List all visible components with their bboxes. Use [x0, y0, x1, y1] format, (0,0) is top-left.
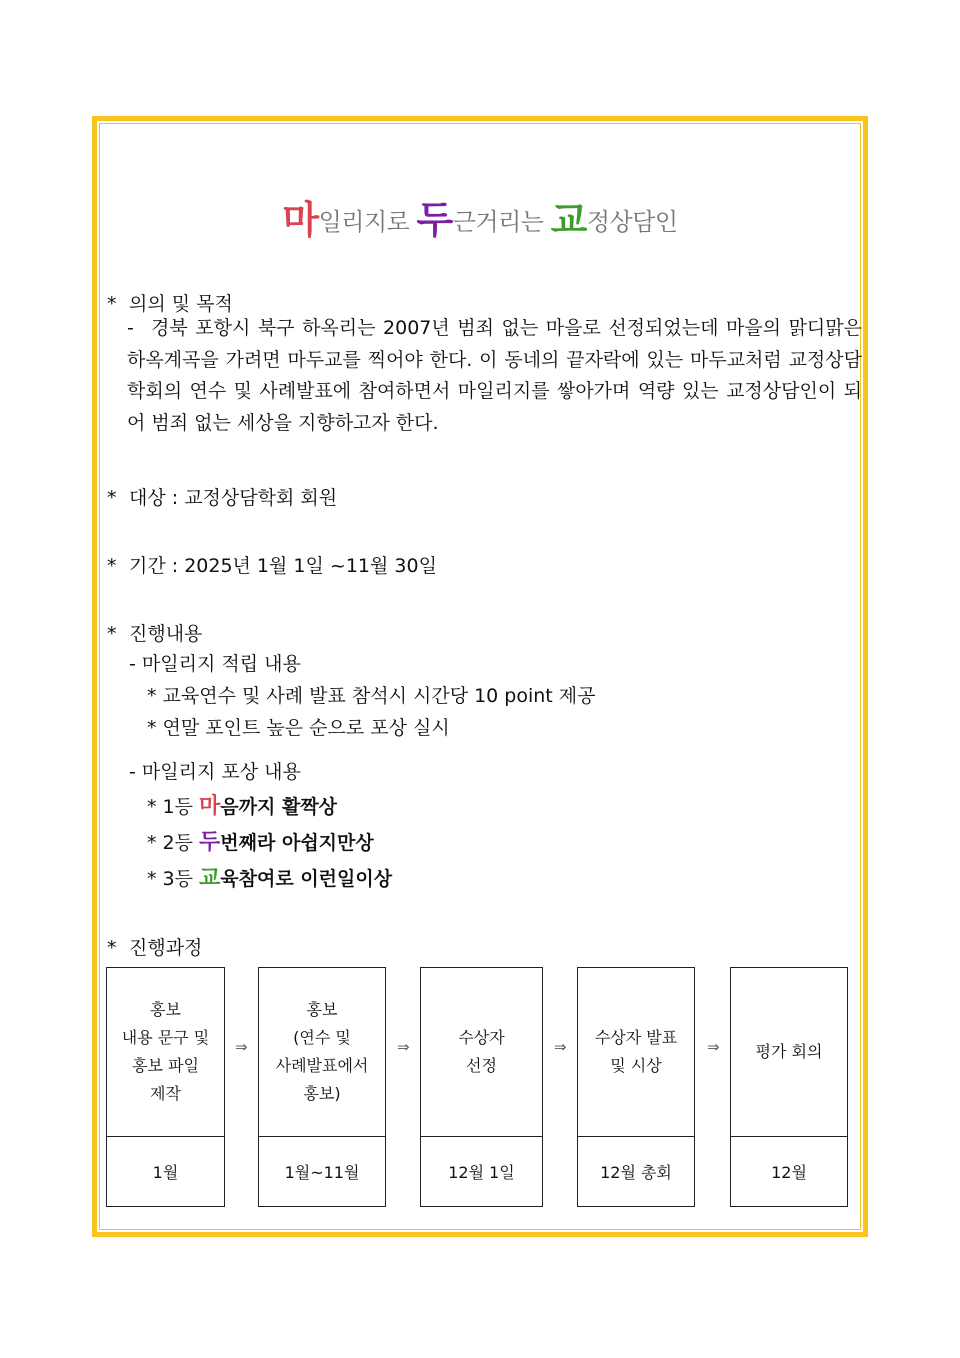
purpose-paragraph — [127, 313, 862, 439]
document-title — [97, 189, 863, 244]
award-2-initial: 두 — [199, 830, 221, 855]
process-arrow-1: ⇒ — [235, 1038, 248, 1056]
purpose-dash: - — [127, 317, 134, 339]
title-initial-du: 두 — [416, 198, 453, 242]
step-3-when: 12월 1일 — [448, 1162, 515, 1182]
title-initial-gyo: 교 — [550, 198, 587, 242]
target-heading: * 대상 : 교정상담학회 회원 — [107, 487, 338, 509]
award-3-initial: 교 — [199, 866, 221, 891]
period-heading: * 기간 : 2025년 1월 1일 ~11월 30일 — [107, 555, 437, 577]
award-item-1: * 1등 마음까지 활짝상 — [147, 794, 338, 819]
process-arrow-3: ⇒ — [554, 1038, 567, 1056]
step-2-when: 1월~11월 — [284, 1162, 360, 1182]
title-rest-3: 정상담인 — [586, 208, 678, 236]
process-step-1 — [106, 967, 225, 1207]
step-1-desc: 홍보 내용 문구 및 홍보 파일 제작 — [107, 968, 224, 1137]
process-step-2 — [258, 967, 386, 1207]
step-4-when: 12월 총회 — [600, 1162, 672, 1182]
award-item-3: * 3등 교육참여로 이런일이상 — [147, 866, 393, 891]
process-step-4 — [577, 967, 695, 1207]
step-1-when: 1월 — [152, 1162, 179, 1182]
earn-title: - 마일리지 적립 내용 — [129, 653, 301, 675]
step-5-desc: 평가 회의 — [731, 968, 847, 1137]
title-rest-1: 일리지로 — [318, 208, 410, 236]
step-3-desc: 수상자 선정 — [421, 968, 542, 1137]
award-1-initial: 마 — [199, 794, 221, 819]
earn-item-1: * 교육연수 및 사례 발표 참석시 시간당 10 point 제공 — [147, 685, 596, 707]
document-frame — [92, 116, 868, 1237]
step-5-when: 12월 — [771, 1162, 807, 1182]
title-rest-2: 근거리는 — [452, 208, 544, 236]
process-step-3 — [420, 967, 543, 1207]
award-title: - 마일리지 포상 내용 — [129, 761, 301, 783]
process-arrow-2: ⇒ — [397, 1038, 410, 1056]
step-2-desc: 홍보 (연수 및 사례발표에서 홍보) — [259, 968, 385, 1137]
award-item-2: * 2등 두번째라 아쉽지만상 — [147, 830, 374, 855]
earn-item-2: * 연말 포인트 높은 순으로 포상 실시 — [147, 717, 450, 739]
process-step-5 — [730, 967, 848, 1207]
process-heading: * 진행과정 — [107, 937, 203, 959]
purpose-text: 경북 포항시 북구 하옥리는 2007년 범죄 없는 마을로 선정되었는데 마을의 맑디맑은 하옥계곡을 가려면 마두교를 찍어야 한다. 이 동네의 끝자락에 있는 마두교처럼 교정상담학회의 연수 및 사례발표에 참여하면서 마일리지를 쌓아가며 역량 있는 교정상담인이 되어 범죄 없는 세상을 지향하고자 한다. — [127, 317, 862, 434]
purpose-heading: * 의의 및 목적 — [107, 293, 233, 315]
title-initial-ma: 마 — [282, 198, 319, 242]
process-arrow-4: ⇒ — [707, 1038, 720, 1056]
progress-heading: * 진행내용 — [107, 623, 203, 645]
step-4-desc: 수상자 발표 및 시상 — [578, 968, 694, 1137]
